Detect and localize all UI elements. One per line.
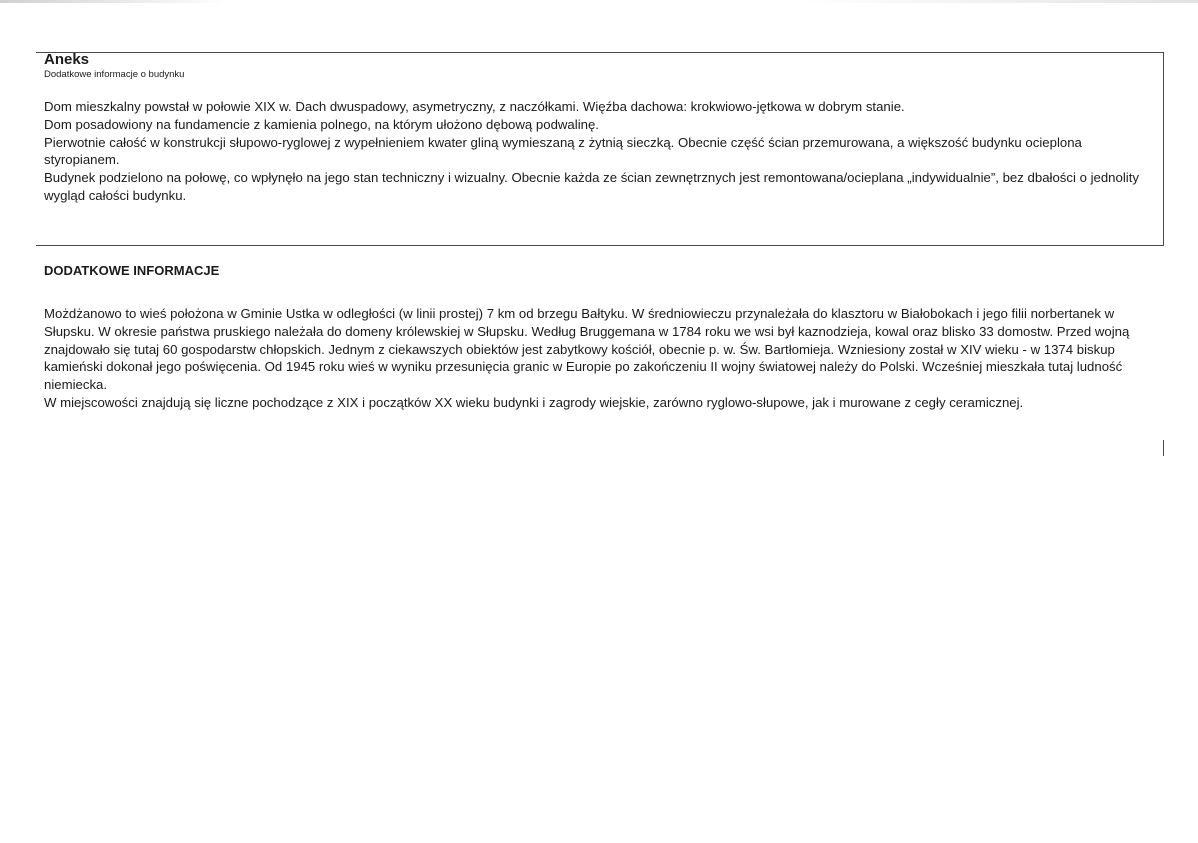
scan-edge-left — [0, 0, 230, 3]
scan-edge-right — [800, 0, 1198, 3]
annex-paragraph: Budynek podzielono na połowę, co wpłynęło na jego stan techniczny i wizualny. Obecnie każda ze ścian zewnętrznych jest remontowana/ocieplana „indywidualnie”, bez dbałości o jednolity wygląd całości budynku. — [44, 170, 1139, 203]
annex-paragraph: Pierwotnie całość w konstrukcji słupowo-ryglowej z wypełnieniem kwater gliną wymieszaną z żytnią sieczką. Obecnie część ścian przemurowana, a większość budynku ocieplona styropianem. — [44, 134, 1082, 168]
section-divider — [36, 245, 1164, 246]
annex-body — [44, 98, 1144, 205]
annex-paragraph: Dom mieszkalny powstał w połowie XIX w. Dach dwuspadowy, asymetryczny, z naczółkami. Więźba dachowa: krokwiowo-jętkowa w dobrym stanie. — [44, 99, 905, 114]
annex-paragraph: Dom posadowiony na fundamencie z kamienia polnego, na którym ułożono dębową podwalinę. — [44, 116, 599, 132]
additional-paragraph: Możdżanowo to wieś położona w Gminie Ustka w odległości (w linii prostej) 7 km od brzegu Bałtyku. W średniowieczu przynależała do klasztoru w Białobokach i jego filii norbertanek w Słupsku. W okresie państwa pruskiego należała do domeny królewskiej w Słupsku. Według Bruggemana w 1784 roku we wsi był kaznodzieja, kowal oraz blisko 33 domostw. Przed wojną znajdowało się tutaj 60 gospodarstw chłopskich. Jednym z ciekawszych obiektów jest zabytkowy kościół, obecnie p. w. Św. Bartłomieja. Wzniesiony został w XIV wieku - w 1374 biskup kamieński dokonał jego poświęcenia. Od 1945 roku wieś w wyniku przesunięcia granic w Europie po zakończeniu II wojny światowej należy do Polski. Wcześniej mieszkała tutaj ludność niemiecka. — [44, 306, 1130, 393]
annex-right-border — [1163, 52, 1164, 246]
additional-heading: DODATKOWE INFORMACJE — [44, 263, 220, 278]
top-rule — [36, 52, 1164, 53]
additional-right-border — [1163, 440, 1164, 456]
annex-subtitle: Dodatkowe informacje o budynku — [44, 69, 185, 80]
annex-title: Aneks — [44, 51, 90, 68]
additional-body — [44, 305, 1144, 412]
additional-paragraph: W miejscowości znajdują się liczne pochodzące z XIX i początków XX wieku budynki i zagrody wiejskie, zarówno ryglowo-słupowe, jak i murowane z cegły ceramicznej. — [44, 394, 1024, 410]
